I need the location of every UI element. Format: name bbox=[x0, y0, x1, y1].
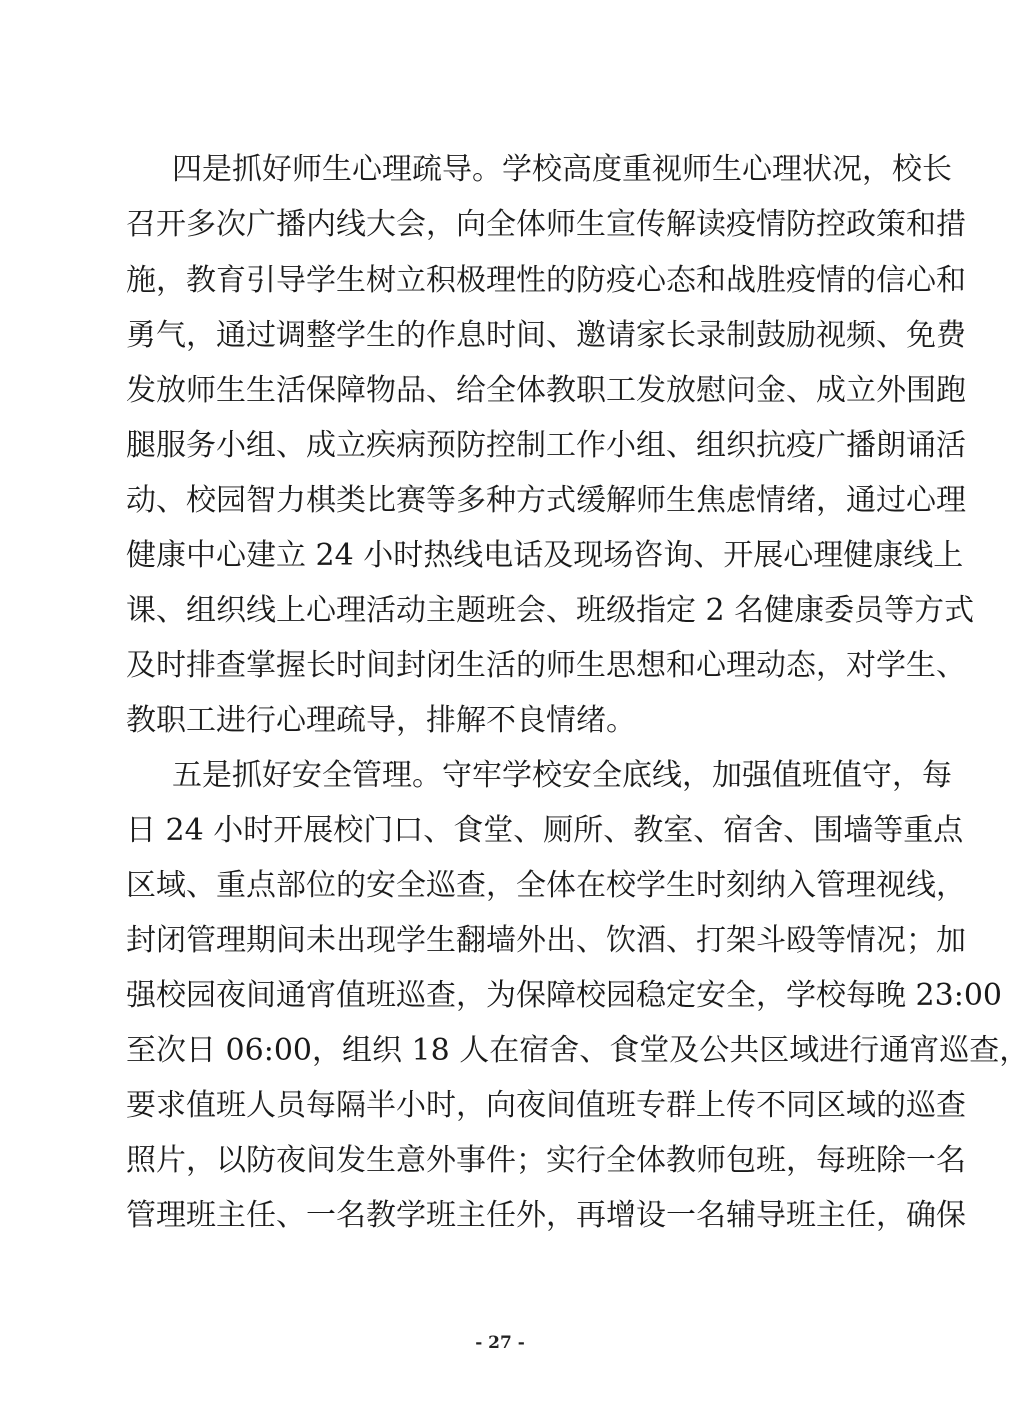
paragraph-2-line-4: 封闭管理期间未出现学生翻墙外出、饮酒、打架斗殴等情况；加 bbox=[126, 923, 966, 958]
paragraph-1-line-11: 教职工进行心理疏导，排解不良情绪。 bbox=[126, 703, 636, 738]
page-number: - 27 - bbox=[475, 1333, 525, 1353]
paragraph-1-line-9: 课、组织线上心理活动主题班会、班级指定 2 名健康委员等方式 bbox=[126, 593, 975, 628]
paragraph-2-line-3: 区域、重点部位的安全巡查，全体在校学生时刻纳入管理视线， bbox=[126, 868, 966, 903]
paragraph-2-line-6: 至次日 06:00，组织 18 人在宿舍、食堂及公共区域进行通宵巡查， bbox=[126, 1033, 1029, 1068]
paragraph-2-line-1: 五是抓好安全管理。守牢学校安全底线，加强值班值守，每 bbox=[172, 758, 952, 793]
paragraph-2-line-7: 要求值班人员每隔半小时，向夜间值班专群上传不同区域的巡查 bbox=[126, 1088, 966, 1123]
paragraph-1-line-10: 及时排查掌握长时间封闭生活的师生思想和心理动态，对学生、 bbox=[126, 648, 966, 683]
paragraph-2-line-8: 照片，以防夜间发生意外事件；实行全体教师包班，每班除一名 bbox=[126, 1143, 966, 1178]
paragraph-2-line-9: 管理班主任、一名教学班主任外，再增设一名辅导班主任，确保 bbox=[126, 1198, 966, 1233]
paragraph-2-line-5: 强校园夜间通宵值班巡查，为保障校园稳定安全，学校每晚 23:00 bbox=[126, 978, 1002, 1013]
paragraph-1-line-7: 动、校园智力棋类比赛等多种方式缓解师生焦虑情绪，通过心理 bbox=[126, 483, 966, 518]
paragraph-1-line-6: 腿服务小组、成立疾病预防控制工作小组、组织抗疫广播朗诵活 bbox=[126, 428, 966, 463]
paragraph-2-line-2: 日 24 小时开展校门口、食堂、厕所、教室、宿舍、围墙等重点 bbox=[126, 813, 964, 848]
paragraph-1-line-5: 发放师生生活保障物品、给全体教职工发放慰问金、成立外围跑 bbox=[126, 373, 966, 408]
paragraph-1-line-3: 施，教育引导学生树立积极理性的防疫心态和战胜疫情的信心和 bbox=[126, 263, 966, 298]
paragraph-1-line-4: 勇气，通过调整学生的作息时间、邀请家长录制鼓励视频、免费 bbox=[126, 318, 966, 353]
paragraph-1-line-2: 召开多次广播内线大会，向全体师生宣传解读疫情防控政策和措 bbox=[126, 207, 966, 242]
paragraph-1-line-8: 健康中心建立 24 小时热线电话及现场咨询、开展心理健康线上 bbox=[126, 538, 964, 573]
paragraph-1-line-1: 四是抓好师生心理疏导。学校高度重视师生心理状况，校长 bbox=[172, 152, 952, 187]
